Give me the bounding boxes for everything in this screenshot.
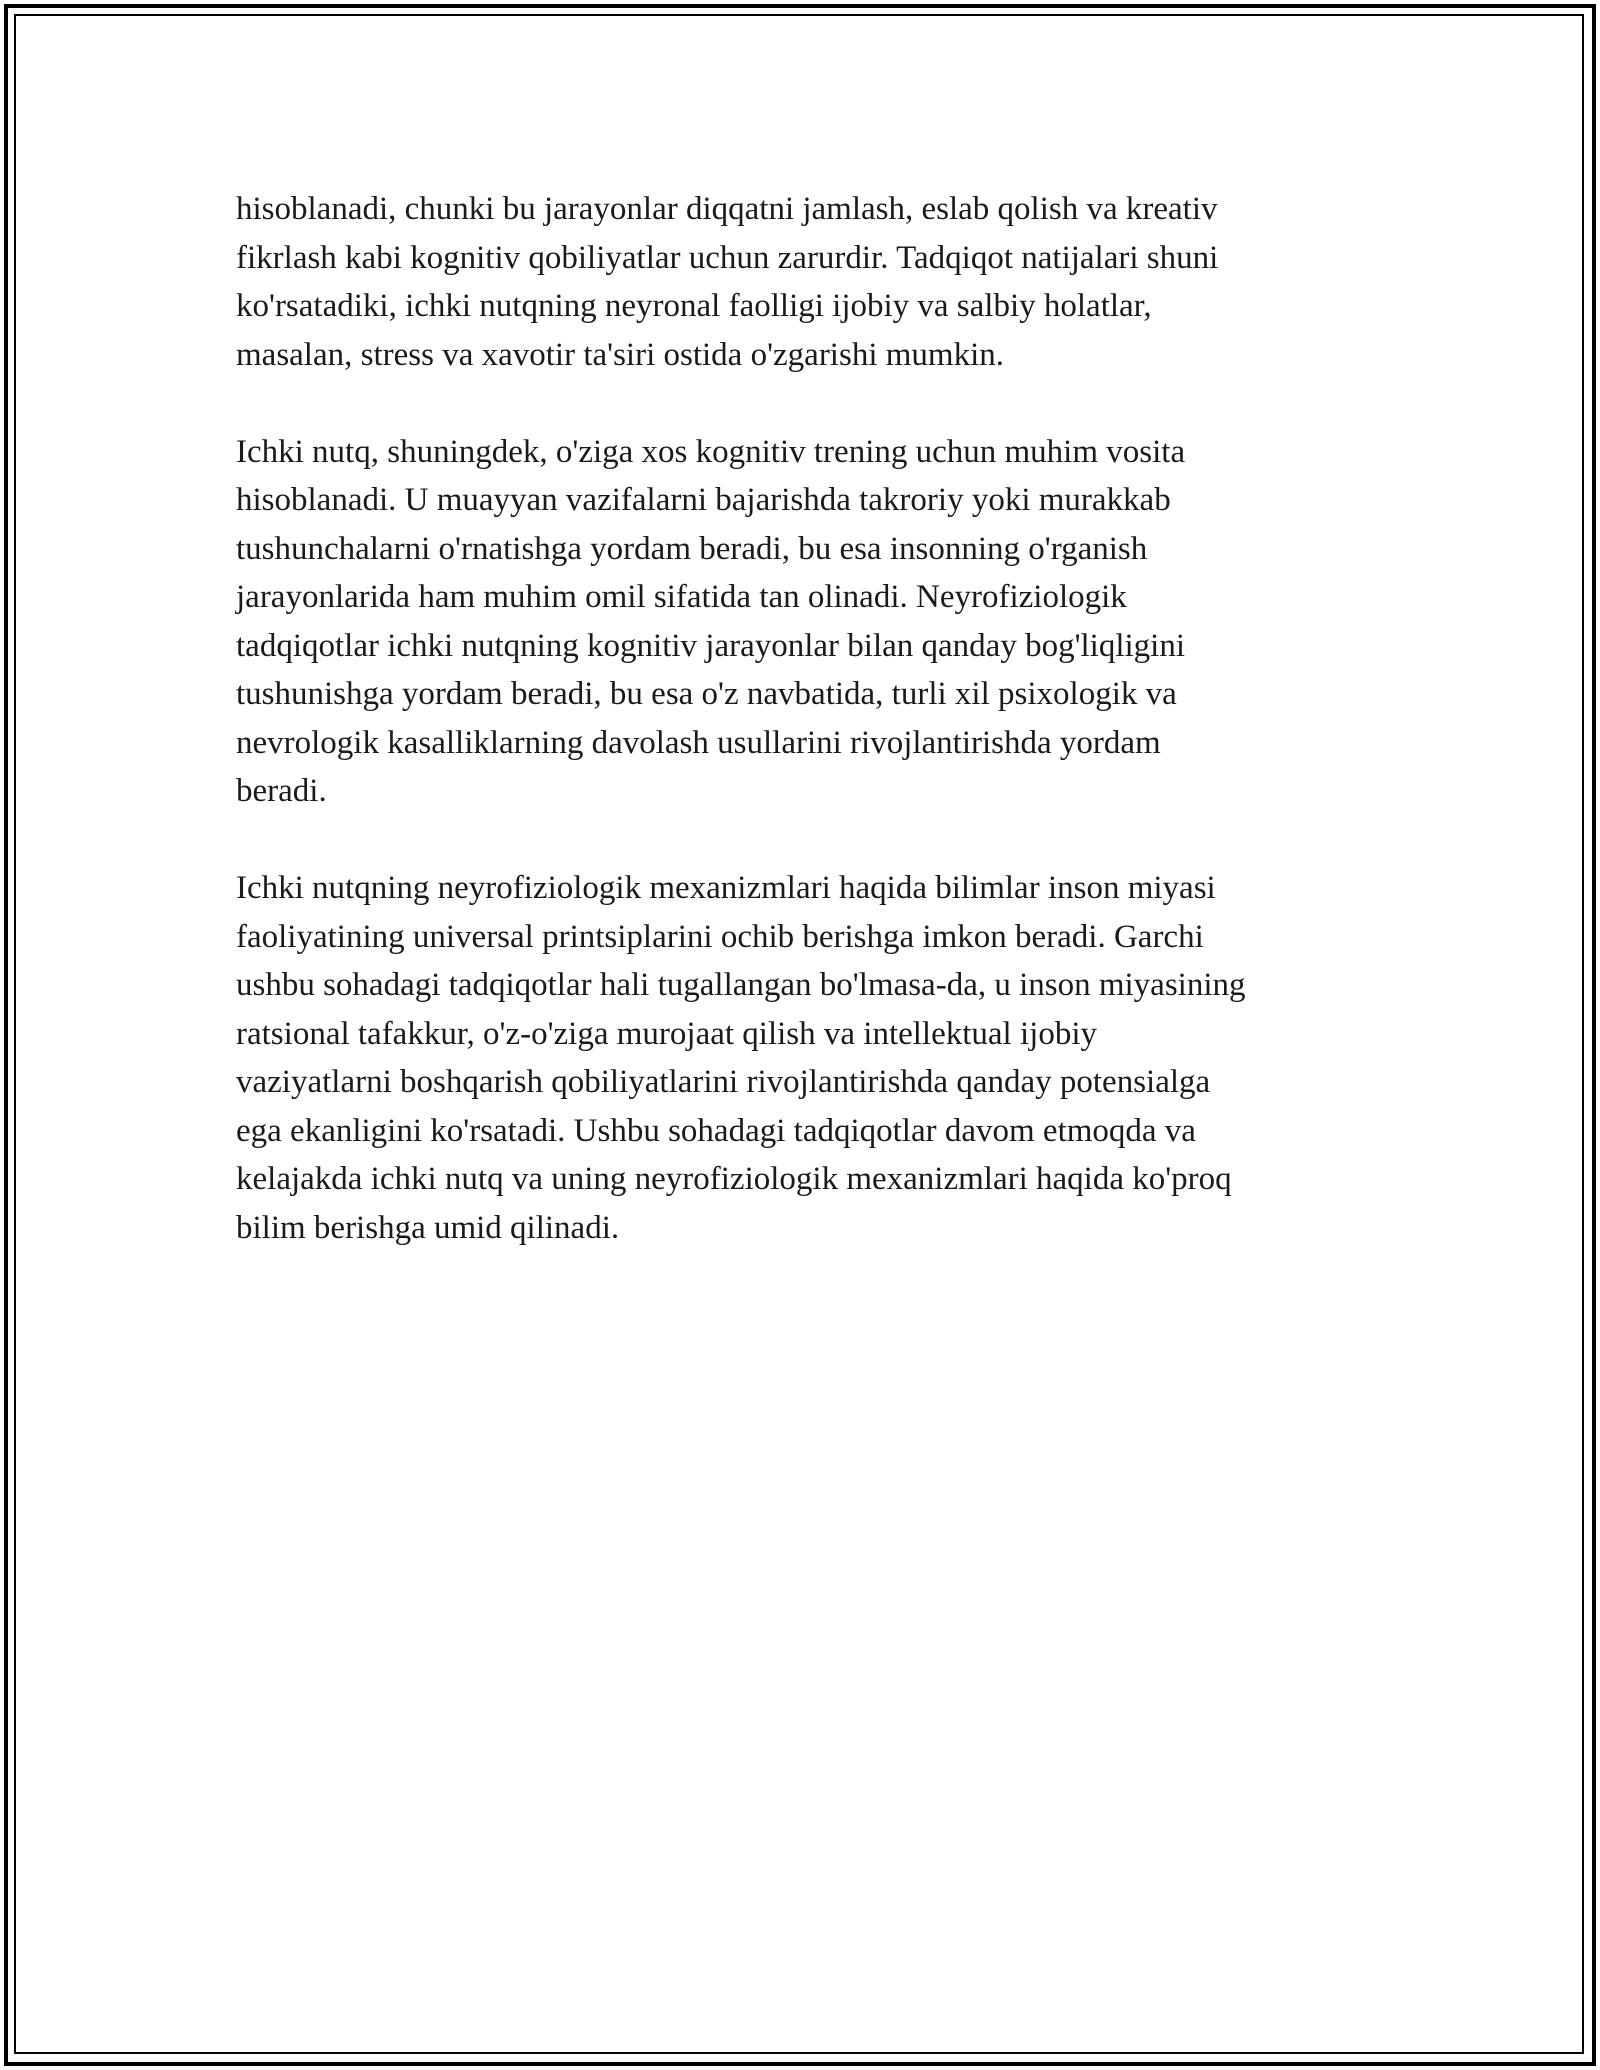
paragraph-line: vaziyatlarni boshqarish qobiliyatlarini rivojlantirishda qanday potensialga [236,1064,1211,1100]
paragraph-line: tadqiqotlar ichki nutqning kognitiv jarayonlar bilan qanday bog'liqligini [236,627,1186,664]
paragraph-3 [236,864,1386,1252]
paragraph-2 [236,428,1386,816]
paragraph-line: bilim berishga umid qilinadi. [236,1209,620,1246]
paragraph-line: faoliyatining universal printsiplarini ochib berishga imkon beradi. Garchi [236,918,1204,955]
paragraph-line: ega ekanligini ko'rsatadi. Ushbu sohadagi tadqiqotlar davom etmoqda va [236,1112,1196,1149]
paragraph-line: fikrlash kabi kognitiv qobiliyatlar uchun zarurdir. Tadqiqot natijalari shuni [236,239,1219,276]
paragraph-line: masalan, stress va xavotir ta'siri ostida o'zgarishi mumkin. [236,336,1004,373]
paragraph-line: ushbu sohadagi tadqiqotlar hali tugallangan bo'lmasa-da, u inson miyasining [236,967,1246,1003]
paragraph-line: tushunishga yordam beradi, bu esa o'z navbatida, turli xil psixologik va [236,676,1177,712]
paragraph-line: Ichki nutqning neyrofiziologik mexanizmlari haqida bilimlar inson miyasi [236,870,1216,906]
paragraph-line: Ichki nutq, shuningdek, o'ziga xos kognitiv trening uchun muhim vosita [236,433,1186,470]
paragraph-line: jarayonlarida ham muhim omil sifatida tan olinadi. Neyrofiziologik [236,579,1127,615]
paragraph-line: nevrologik kasalliklarning davolash usullarini rivojlantirishda yordam [236,724,1161,761]
paragraph-line: tushunchalarni o'rnatishga yordam beradi, bu esa insonning o'rganish [236,530,1148,567]
paragraph-line: kelajakda ichki nutq va uning neyrofiziologik mexanizmlari haqida ko'proq [236,1161,1232,1197]
paragraph-line: ko'rsatadiki, ichki nutqning neyronal faolligi ijobiy va salbiy holatlar, [236,288,1152,324]
document-body [236,185,1386,1301]
paragraph-line: ratsional tafakkur, o'z-o'ziga murojaat qilish va intellektual ijobiy [236,1015,1097,1052]
paragraph-line: beradi. [236,773,327,809]
paragraph-line: hisoblanadi. U muayyan vazifalarni bajarishda takroriy yoki murakkab [236,482,1171,518]
paragraph-1 [236,185,1386,379]
paragraph-line: hisoblanadi, chunki bu jarayonlar diqqatni jamlash, eslab qolish va kreativ [236,191,1218,227]
